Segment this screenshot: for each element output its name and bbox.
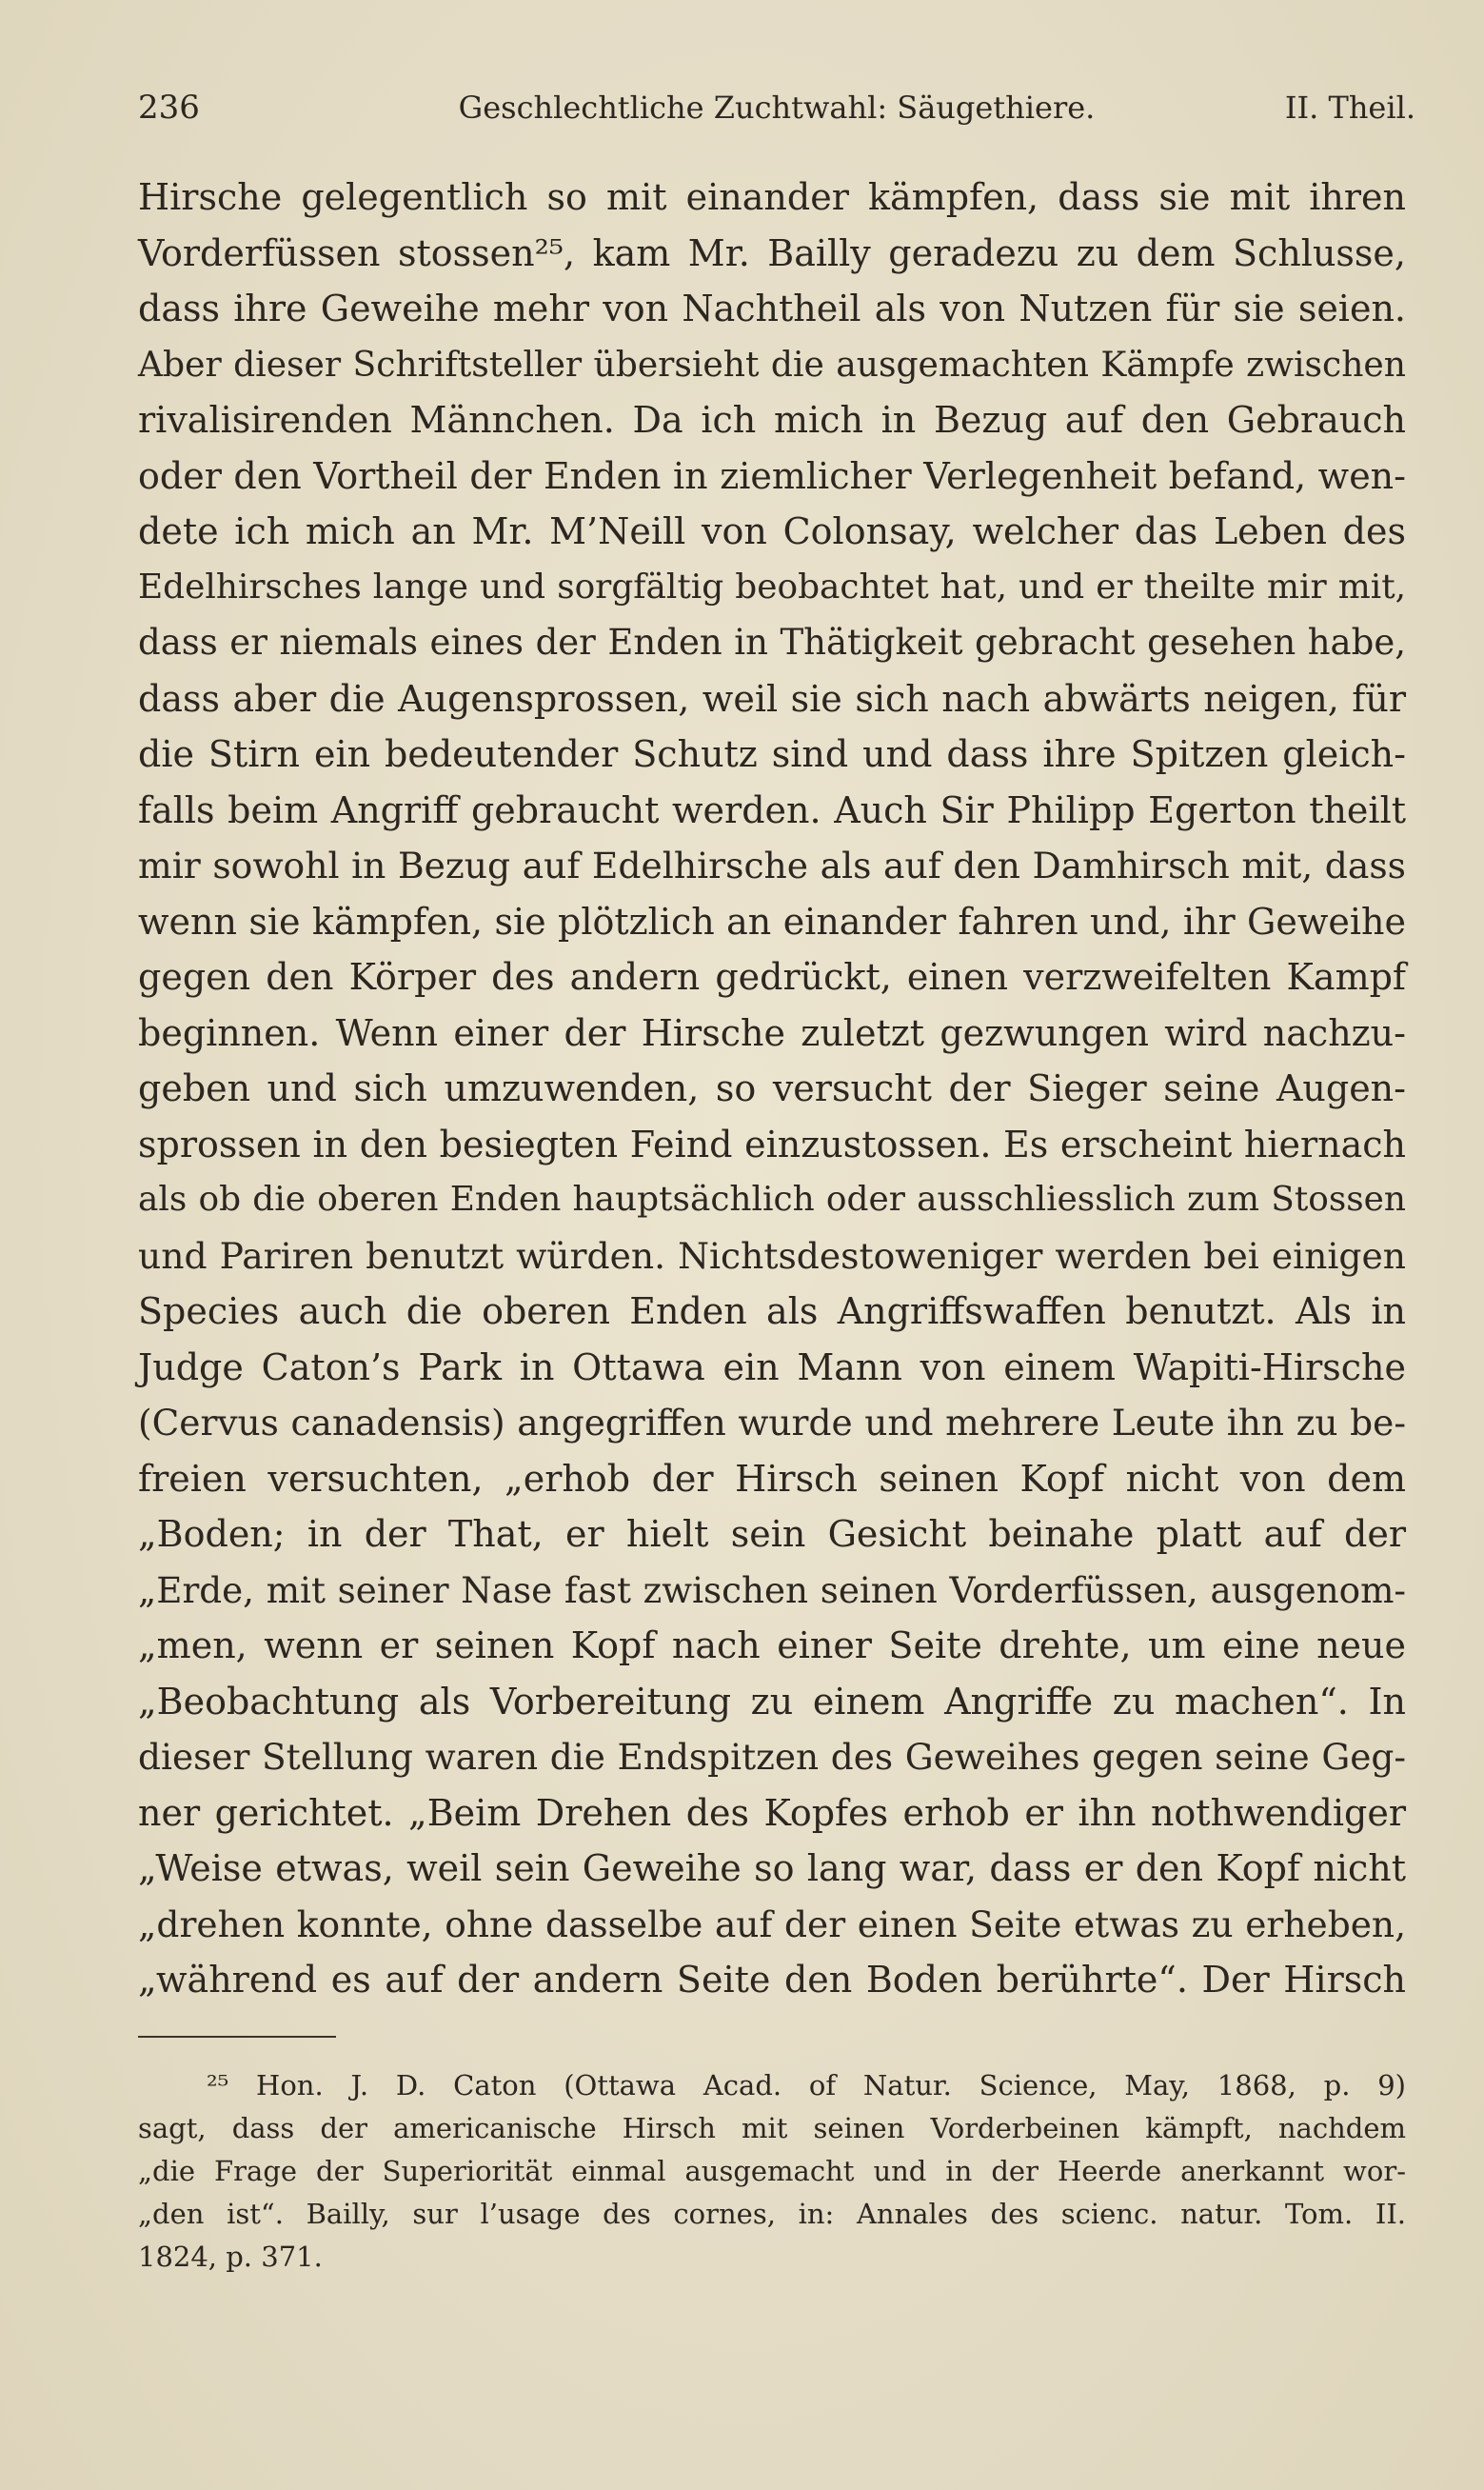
- footnote-line: ²⁵ Hon. J. D. Caton (Ottawa Acad. of Natur. Science, May, 1868, p. 9): [207, 2069, 1406, 2102]
- text-line: sprossen in den besiegten Feind einzustossen. Es erscheint hiernach: [138, 1123, 1406, 1165]
- text-line: wenn sie kämpfen, sie plötzlich an einander fahren und, ihr Geweihe: [138, 900, 1406, 943]
- text-line: beginnen. Wenn einer der Hirsche zuletzt gezwungen wird nachzu-: [138, 1011, 1406, 1054]
- text-line: dass aber die Augensprossen, weil sie sich nach abwärts neigen, für: [138, 677, 1406, 720]
- text-line: dass ihre Geweihe mehr von Nachtheil als von Nutzen für sie seien.: [138, 288, 1406, 329]
- text-line: Hirsche gelegentlich so mit einander kämpfen, dass sie mit ihren: [138, 176, 1406, 218]
- text-line: Species auch die oberen Enden als Angriffswaffen benutzt. Als in: [138, 1290, 1406, 1332]
- text-line: Aber dieser Schriftsteller übersieht die ausgemachten Kämpfe zwischen: [138, 344, 1406, 385]
- text-line: „drehen konnte, ohne dasselbe auf der einen Seite etwas zu erheben,: [138, 1902, 1406, 1945]
- part-label: II. Theil.: [1284, 90, 1415, 126]
- text-line: mir sowohl in Bezug auf Edelhirsche als auf den Damhirsch mit, dass: [138, 845, 1406, 886]
- text-line: rivalisirenden Männchen. Da ich mich in Bezug auf den Gebrauch: [138, 399, 1406, 441]
- text-line: „Erde, mit seiner Nase fast zwischen seinen Vorderfüssen, ausgenom-: [138, 1568, 1406, 1611]
- text-line: Edelhirsches lange und sorgfältig beobachtet hat, und er theilte mir mit,: [138, 567, 1406, 607]
- footnote-line: sagt, dass der americanische Hirsch mit seinen Vorderbeinen kämpft, nachdem: [138, 2112, 1406, 2144]
- text-line: dete ich mich an Mr. M’Neill von Colonsay, welcher das Leben des: [138, 510, 1406, 552]
- page-number: 236: [138, 89, 200, 127]
- footnote-block: [138, 2064, 1406, 2279]
- text-line: „men, wenn er seinen Kopf nach einer Seite drehte, um eine neue: [138, 1624, 1406, 1666]
- running-title: Geschlechtliche Zuchtwahl: Säugethiere.: [458, 90, 1096, 126]
- main-text: [138, 169, 1406, 2008]
- text-line: die Stirn ein bedeutender Schutz sind und dass ihre Spitzen gleich-: [138, 733, 1406, 775]
- text-line: falls beim Angriff gebraucht werden. Auch Sir Philipp Egerton theilt: [138, 788, 1406, 831]
- text-line: gegen den Körper des andern gedrückt, einen verzweifelten Kampf: [138, 956, 1406, 998]
- footnote-divider: [138, 2036, 336, 2038]
- text-line: und Pariren benutzt würden. Nichtsdestoweniger werden bei einigen: [138, 1234, 1406, 1277]
- text-line: Vorderfüssen stossen²⁵, kam Mr. Bailly geradezu zu dem Schlusse,: [138, 231, 1406, 274]
- text-line: „Boden; in der That, er hielt sein Gesicht beinahe platt auf der: [138, 1513, 1406, 1555]
- footnote-line: „die Frage der Superiorität einmal ausgemacht und in der Heerde anerkannt wor-: [138, 2155, 1406, 2187]
- footnote-line: „den ist“. Bailly, sur l’usage des cornes, in: Annales des scienc. natur. Tom. II.: [138, 2198, 1406, 2230]
- text-line: dass er niemals eines der Enden in Thätigkeit gebracht gesehen habe,: [138, 622, 1406, 663]
- text-line: oder den Vortheil der Enden in ziemlicher Verlegenheit befand, wen-: [138, 454, 1406, 497]
- text-line: (Cervus canadensis) angegriffen wurde und mehrere Leute ihn zu be-: [138, 1402, 1406, 1444]
- text-line: „während es auf der andern Seite den Boden berührte“. Der Hirsch: [138, 1959, 1406, 2001]
- text-line: dieser Stellung waren die Endspitzen des Geweihes gegen seine Geg-: [138, 1736, 1406, 1778]
- text-line: geben und sich umzuwenden, so versucht der Sieger seine Augen-: [138, 1067, 1406, 1109]
- page-header: [138, 84, 1415, 131]
- text-line: freien versuchten, „erhob der Hirsch seinen Kopf nicht von dem: [138, 1457, 1406, 1500]
- text-line: „Beobachtung als Vorbereitung zu einem Angriffe zu machen“. In: [138, 1680, 1406, 1723]
- text-line: als ob die oberen Enden hauptsächlich oder ausschliesslich zum Stossen: [138, 1180, 1406, 1219]
- text-line: „Weise etwas, weil sein Geweihe so lang war, dass er den Kopf nicht: [138, 1847, 1406, 1889]
- text-line: Judge Caton’s Park in Ottawa ein Mann von einem Wapiti-Hirsche: [138, 1345, 1406, 1388]
- text-line: ner gerichtet. „Beim Drehen des Kopfes erhob er ihn nothwendiger: [138, 1791, 1406, 1834]
- footnote-line: 1824, p. 371.: [138, 2241, 323, 2273]
